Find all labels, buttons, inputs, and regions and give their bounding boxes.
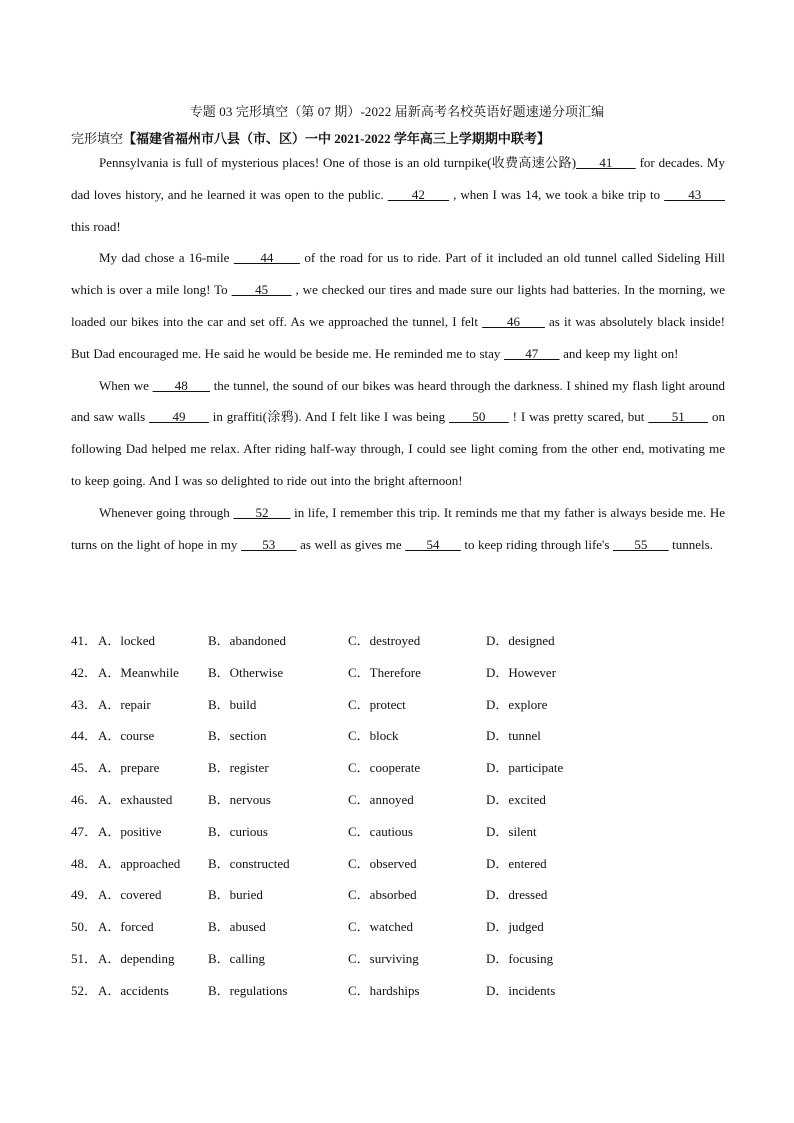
- option-c: C．cooperate: [348, 760, 421, 776]
- text: Whenever going through: [99, 504, 234, 520]
- option-a: A．course: [98, 728, 155, 744]
- option-d: D．designed: [486, 633, 555, 648]
- option-a: A．depending: [98, 950, 175, 966]
- text: for decades. My dad loves history, and he learned it was open to the public.: [71, 155, 725, 202]
- text: as well as gives me: [296, 536, 406, 552]
- question-number: 48．: [71, 855, 98, 871]
- text: When we: [99, 377, 153, 393]
- option-c: C．protect: [348, 696, 406, 712]
- option-b: B．Otherwise: [208, 664, 284, 680]
- blank-49: 49: [149, 409, 209, 425]
- option-d: D．tunnel: [486, 728, 541, 744]
- question-number: 44．: [71, 728, 98, 744]
- text: in life, I remember this trip. It reminds me that my father is always beside me. He turns on the light of hope in my: [71, 504, 725, 552]
- option-c: C．annoyed: [348, 791, 414, 807]
- text: ! I was pretty scared, but: [508, 409, 649, 425]
- question-number: 50．: [71, 919, 98, 935]
- option-d: D．silent: [486, 823, 537, 839]
- text: , we checked our tires and made sure our lights had batteries. In the morning, we loaded our bikes into the car and set off. As we approached the tunnel, I felt: [71, 282, 725, 329]
- question-47: [71, 816, 725, 848]
- option-c: C．absorbed: [348, 887, 417, 903]
- question-52: [71, 975, 725, 1007]
- question-42: [71, 657, 725, 689]
- option-b: B．curious: [208, 823, 268, 839]
- blank-51: 51: [648, 409, 709, 425]
- option-d: D．excited: [486, 791, 546, 807]
- text: as it was absolutely black inside! But Dad encouraged me. He said he would be beside me. He reminded me to stay: [71, 313, 725, 361]
- blank-53: 53: [240, 536, 297, 552]
- blank-47: 47: [503, 345, 560, 361]
- cloze-passage: [71, 147, 725, 560]
- option-b: B．abused: [208, 919, 266, 935]
- question-48: [71, 848, 725, 880]
- option-c: C．Therefore: [348, 664, 421, 680]
- blank-46: 46: [482, 313, 545, 329]
- option-d: D．judged: [486, 919, 544, 935]
- text: of the road for us to ride. Part of it included an old tunnel called Sideling Hill which is over a mile long! To: [71, 250, 725, 298]
- question-number: 49．: [71, 887, 98, 903]
- option-d: D．dressed: [486, 887, 548, 903]
- text: Pennsylvania is full of mysterious places! One of those is an old turnpike(收费高速公路): [99, 155, 577, 170]
- blank-55: 55: [613, 536, 669, 552]
- question-number: 52．: [71, 982, 98, 998]
- option-b: B．regulations: [208, 982, 288, 998]
- option-c: C．observed: [348, 855, 417, 871]
- option-b: B．constructed: [208, 855, 290, 871]
- blank-41: 41: [576, 155, 636, 170]
- question-number: 51．: [71, 950, 98, 966]
- question-50: [71, 911, 725, 943]
- paragraph-3: [71, 370, 725, 497]
- option-a: A．exhausted: [98, 791, 173, 807]
- blank-50: 50: [449, 409, 509, 425]
- text: on following Dad helped me relax. After riding half-way through, I could see light coming from the other end, motivating me to keep going. And I was so delighted to ride out into the bright afternoon!: [71, 409, 725, 488]
- blank-45: 45: [231, 282, 292, 298]
- option-c: C．block: [348, 728, 399, 744]
- option-d: D．participate: [486, 760, 564, 776]
- blank-48: 48: [152, 377, 210, 393]
- blank-52: 52: [233, 504, 291, 520]
- paragraph-4: [71, 497, 725, 561]
- question-46: [71, 784, 725, 816]
- text: this road!: [71, 218, 121, 234]
- section-source: 【福建省福州市八县（市、区）一中 2021-2022 学年高三上学期期中联考】: [123, 131, 550, 146]
- question-number: 45．: [71, 760, 98, 776]
- option-c: C．surviving: [348, 950, 419, 966]
- option-a: A．repair: [98, 696, 151, 712]
- question-43: [71, 689, 725, 721]
- question-41: [71, 625, 725, 657]
- option-b: B．calling: [208, 950, 266, 966]
- option-a: A．approached: [98, 855, 181, 871]
- option-b: B．build: [208, 696, 257, 712]
- text: My dad chose a 16-mile: [99, 250, 234, 266]
- paragraph-2: [71, 242, 725, 369]
- option-a: A．positive: [98, 823, 162, 839]
- option-a: A．forced: [98, 919, 154, 935]
- option-b: B．section: [208, 728, 267, 744]
- option-b: B．buried: [208, 887, 263, 903]
- option-a: A．accidents: [98, 982, 169, 998]
- text: tunnels.: [668, 536, 713, 552]
- text: in graffiti(涂鸦). And I felt like I was being: [208, 409, 450, 425]
- question-49: [71, 879, 725, 911]
- text: the tunnel, the sound of our bikes was heard through the darkness. I shined my flash light around and saw walls: [71, 377, 725, 425]
- text: , when I was 14, we took a bike trip to: [449, 186, 665, 202]
- option-b: B．register: [208, 760, 269, 776]
- question-number: 46．: [71, 791, 98, 807]
- question-51: [71, 943, 725, 975]
- question-number: 42．: [71, 664, 98, 680]
- text: and keep my light on!: [559, 345, 679, 361]
- section-label: 完形填空: [71, 131, 124, 146]
- blank-43: 43: [664, 186, 725, 202]
- blank-54: 54: [405, 536, 461, 552]
- option-a: A．covered: [98, 887, 162, 903]
- option-d: D．incidents: [486, 982, 556, 998]
- question-44: [71, 720, 725, 752]
- option-b: B．abandoned: [208, 633, 286, 648]
- section-heading: [71, 128, 550, 147]
- option-d: D．However: [486, 664, 557, 680]
- option-a: A．locked: [98, 633, 156, 648]
- option-d: D．entered: [486, 855, 547, 871]
- option-b: B．nervous: [208, 791, 271, 807]
- blank-42: 42: [387, 186, 450, 202]
- option-c: C．watched: [348, 919, 413, 935]
- option-c: C．cautious: [348, 823, 413, 839]
- text: to keep riding through life's: [460, 536, 614, 552]
- paragraph-1: [71, 147, 725, 242]
- blank-44: 44: [233, 250, 300, 266]
- question-list: [71, 625, 725, 1007]
- option-c: C．destroyed: [348, 633, 421, 648]
- option-d: D．explore: [486, 696, 548, 712]
- option-c: C．hardships: [348, 982, 420, 998]
- question-number: 47．: [71, 823, 98, 839]
- page-title: 专题 03 完形填空（第 07 期）-2022 届新高考名校英语好题速递分项汇编: [189, 104, 605, 119]
- question-45: [71, 752, 725, 784]
- option-a: A．prepare: [98, 760, 160, 776]
- option-d: D．focusing: [486, 950, 554, 966]
- question-number: 43．: [71, 696, 98, 712]
- option-a: A．Meanwhile: [98, 664, 179, 680]
- question-number: 41．: [71, 633, 98, 648]
